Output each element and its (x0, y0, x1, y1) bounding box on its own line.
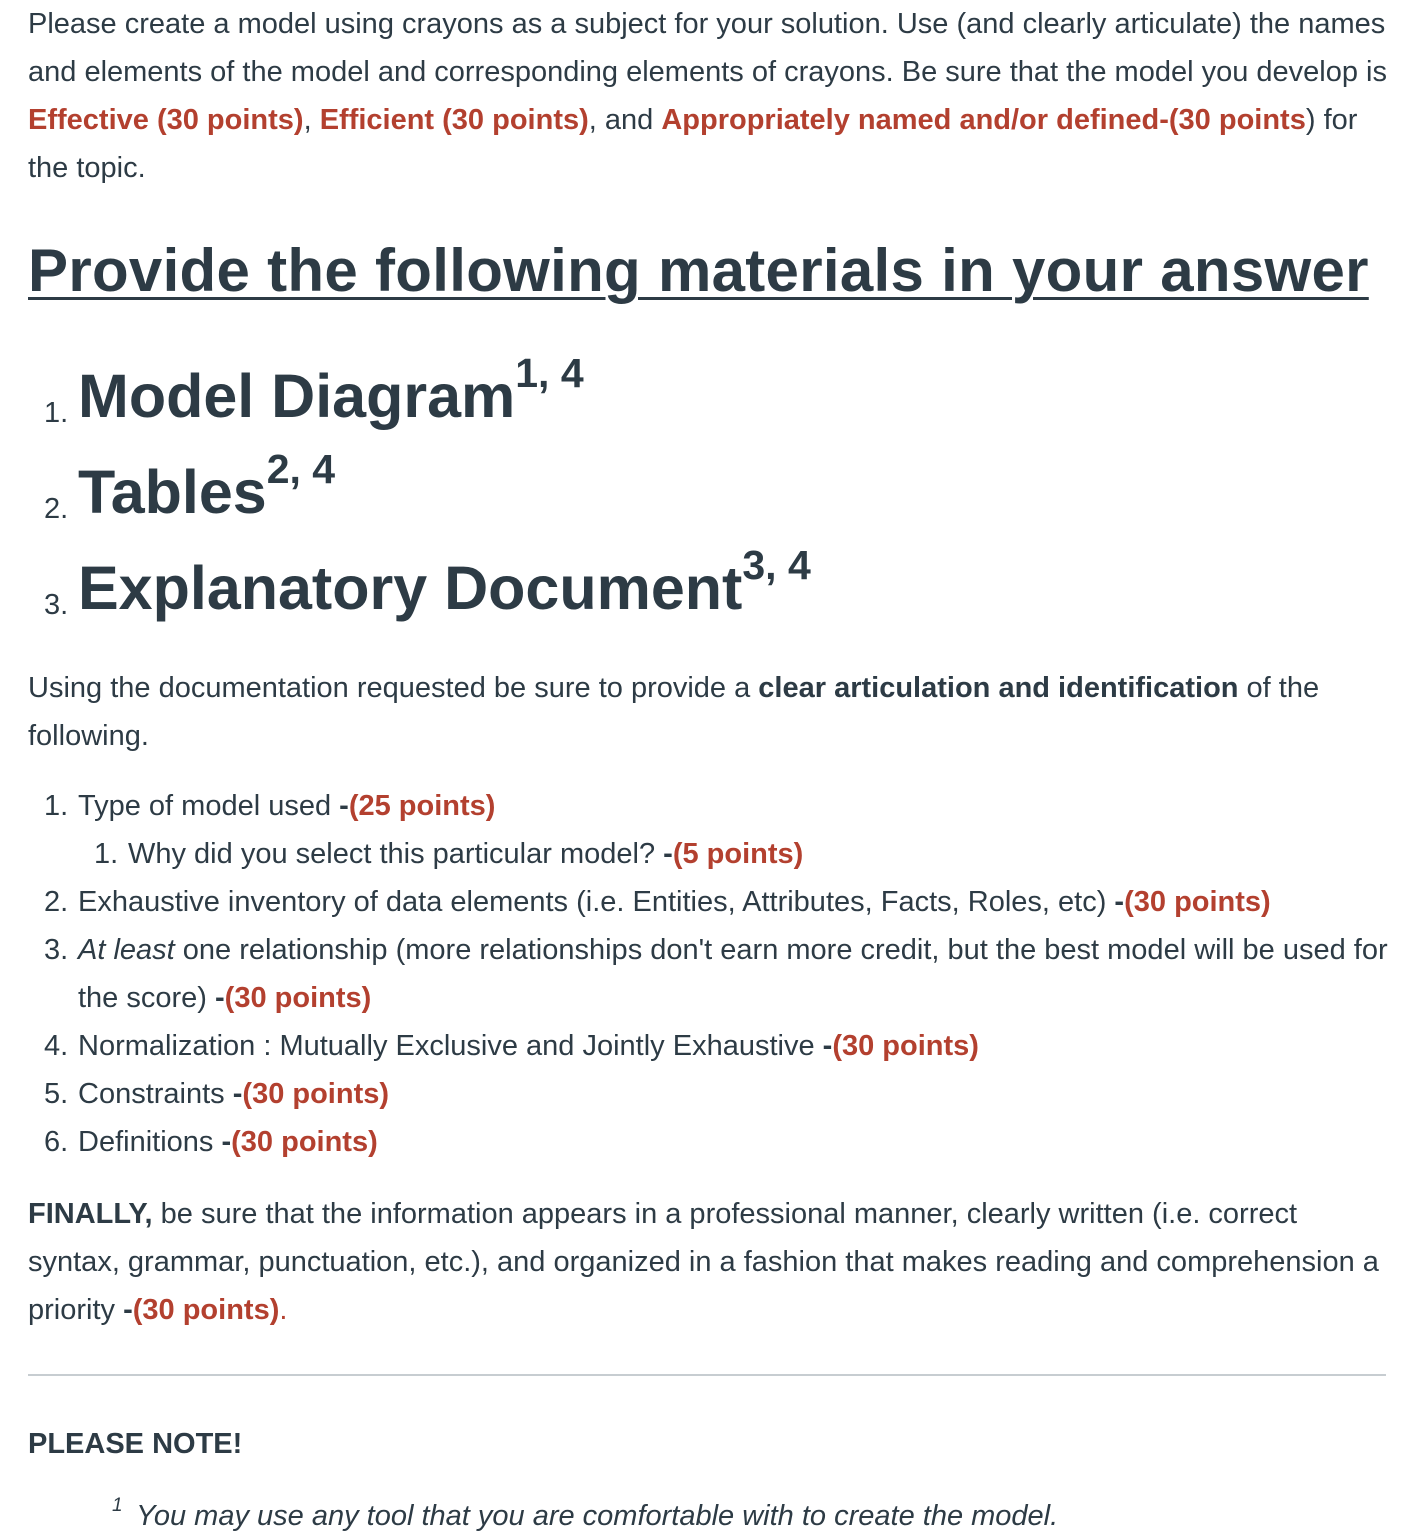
criteria-emphasis: At least (78, 934, 175, 966)
criteria-number: 1. (44, 790, 69, 822)
criteria-text: Definitions (78, 1126, 222, 1158)
criteria-dash: - (339, 790, 349, 822)
finally-points: (30 points) (132, 1294, 280, 1326)
criteria-dash: - (215, 982, 225, 1014)
criteria-points: (30 points) (832, 1030, 979, 1062)
intro-close-paren: ) (1305, 104, 1316, 136)
material-item (44, 540, 1388, 636)
materials-heading: Provide the following materials in your answer (28, 237, 1369, 304)
criteria-number: 2. (44, 886, 69, 918)
section-divider (28, 1374, 1386, 1376)
finally-text: be sure that the information appears in a professional manner, clearly written (i.e. correct syntax, grammar, punctuation, etc.), and organized in a fashion that makes reading and comprehension a priority (28, 1198, 1379, 1326)
criteria-points: (25 points) (348, 790, 496, 822)
criteria-text: Why did you select this particular model? (128, 838, 664, 870)
finally-paragraph (28, 1190, 1388, 1334)
criteria-dash: - (822, 1030, 833, 1062)
material-footnote-ref: 1, 4 (515, 350, 584, 396)
criteria-text: Normalization : Mutually Exclusive and Jointly Exhaustive (78, 1030, 823, 1062)
using-bold: clear articulation and identification (758, 672, 1239, 704)
finally-period: . (279, 1294, 288, 1326)
material-number: 3. (44, 589, 69, 621)
material-number: 2. (44, 493, 69, 525)
material-label: Tables (78, 458, 267, 526)
finally-label: FINALLY, (28, 1198, 153, 1230)
criteria-number: 1. (94, 838, 119, 870)
criteria-points: (30 points) (231, 1126, 378, 1158)
criteria-list (28, 782, 1388, 1166)
using-pre: Using the documentation requested be sure to provide a (28, 672, 759, 704)
criteria-dash: - (232, 1078, 243, 1110)
material-label: Explanatory Document (78, 554, 743, 622)
intro-paragraph (28, 0, 1388, 192)
criteria-item (28, 1118, 1388, 1166)
intro-comma: , (303, 104, 320, 136)
criteria-points: (5 points) (672, 838, 804, 870)
criteria-dash: - (663, 838, 673, 870)
footnote (112, 1492, 1388, 1540)
effective-points: Effective (30 points) (28, 104, 304, 136)
named-points: Appropriately named and/or defined-(30 points (661, 104, 1306, 136)
criteria-text: Type of model used (78, 790, 340, 822)
criteria-item (28, 1070, 1388, 1118)
intro-tail: for the topic. (28, 104, 1358, 184)
material-label: Model Diagram (78, 362, 516, 430)
criteria-dash: - (1114, 886, 1125, 918)
material-number: 1. (44, 397, 69, 429)
material-footnote-ref: 3, 4 (742, 542, 811, 588)
criteria-subitem (28, 830, 1388, 878)
note-title: PLEASE NOTE! (28, 1428, 243, 1460)
criteria-item (28, 1022, 1388, 1070)
materials-list (28, 348, 1388, 636)
material-item (44, 348, 1388, 444)
criteria-item (28, 878, 1388, 926)
criteria-text: Exhaustive inventory of data elements (i.e. Entities, Attributes, Facts, Roles, etc) (78, 886, 1115, 918)
footnote-number: 1 (112, 1495, 123, 1516)
criteria-text: Constraints (78, 1078, 233, 1110)
material-footnote-ref: 2, 4 (266, 446, 336, 492)
using-post: of the following. (28, 672, 1320, 752)
intro-text: Please create a model using crayons as a subject for your solution. Use (and clearly articulate) the names and elements of the model and corresponding elements of crayons. Be sure that the model you develop is (28, 8, 1387, 88)
criteria-points: (30 points) (242, 1078, 390, 1110)
criteria-text: one relationship (more relationships don't earn more credit, but the best model will be used for the score) (78, 934, 1388, 1014)
intro-and: , and (588, 104, 662, 136)
assignment-page (28, 0, 1388, 1540)
material-item (44, 444, 1388, 540)
criteria-points: (30 points) (1124, 886, 1271, 918)
finally-dash: - (123, 1294, 133, 1326)
criteria-number: 5. (44, 1078, 69, 1110)
criteria-item (28, 782, 1388, 830)
footnote-text: You may use any tool that you are comfortable with to create the model. (128, 1500, 1059, 1532)
criteria-number: 6. (44, 1126, 69, 1158)
criteria-points: (30 points) (224, 982, 372, 1014)
efficient-points: Efficient (30 points) (319, 104, 589, 136)
criteria-item (28, 926, 1388, 1022)
criteria-number: 4. (44, 1030, 69, 1062)
documentation-paragraph (28, 664, 1388, 760)
criteria-number: 3. (44, 934, 69, 966)
criteria-dash: - (221, 1126, 232, 1158)
